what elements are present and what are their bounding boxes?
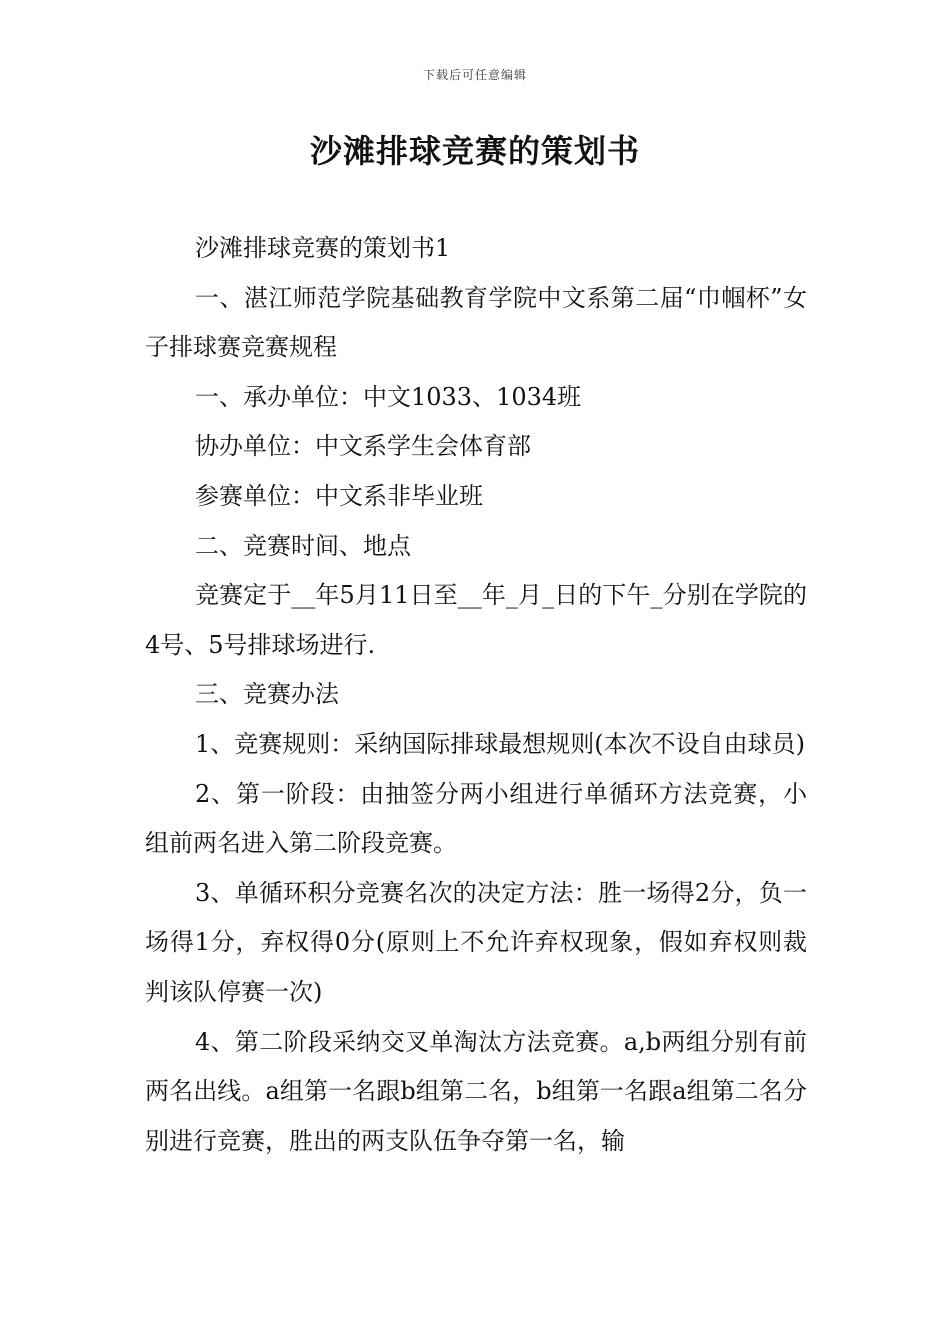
paragraph: 1、竞赛规则：采纳国际排球最想规则(本次不设自由球员) (195, 729, 805, 758)
document-body (145, 224, 807, 1166)
paragraph: 一、湛江师范学院基础教育学院中文系第二届“巾帼杯”女子排球赛竞赛规程 (145, 283, 807, 362)
paragraph: 参赛单位：中文系非毕业班 (195, 481, 483, 510)
paragraph: 3、单循环积分竞赛名次的决定方法：胜一场得2分，负一场得1分，弃权得0分(原则上不允许弃权现象，假如弃权则裁判该队停赛一次) (145, 878, 807, 1006)
paragraph: 竞赛定于__年5月11日至__年_月_日的下午_分别在学院的4号、5号排球场进行. (145, 581, 807, 659)
paragraph: 2、第一阶段：由抽签分两小组进行单循环方法竞赛，小组前两名进入第二阶段竞赛。 (145, 779, 807, 858)
paragraph: 一、承办单位：中文1033、1034班 (195, 382, 582, 411)
paragraph: 协办单位：中文系学生会体育部 (195, 432, 531, 461)
paragraph: 二、竞赛时间、地点 (195, 531, 411, 560)
paragraph: 沙滩排球竞赛的策划书1 (195, 234, 451, 262)
paragraph: 三、竞赛办法 (195, 680, 339, 709)
paragraph: 4、第二阶段采纳交叉单淘汰方法竞赛。a,b两组分别有前两名出线。a组第一名跟b组第二名，b组第一名跟a组第二名分别进行竞赛，胜出的两支队伍争夺第一名，输 (145, 1027, 807, 1155)
header-note: 下载后可任意编辑 (422, 68, 527, 82)
document-title: 沙滩排球竞赛的策划书 (309, 132, 640, 170)
